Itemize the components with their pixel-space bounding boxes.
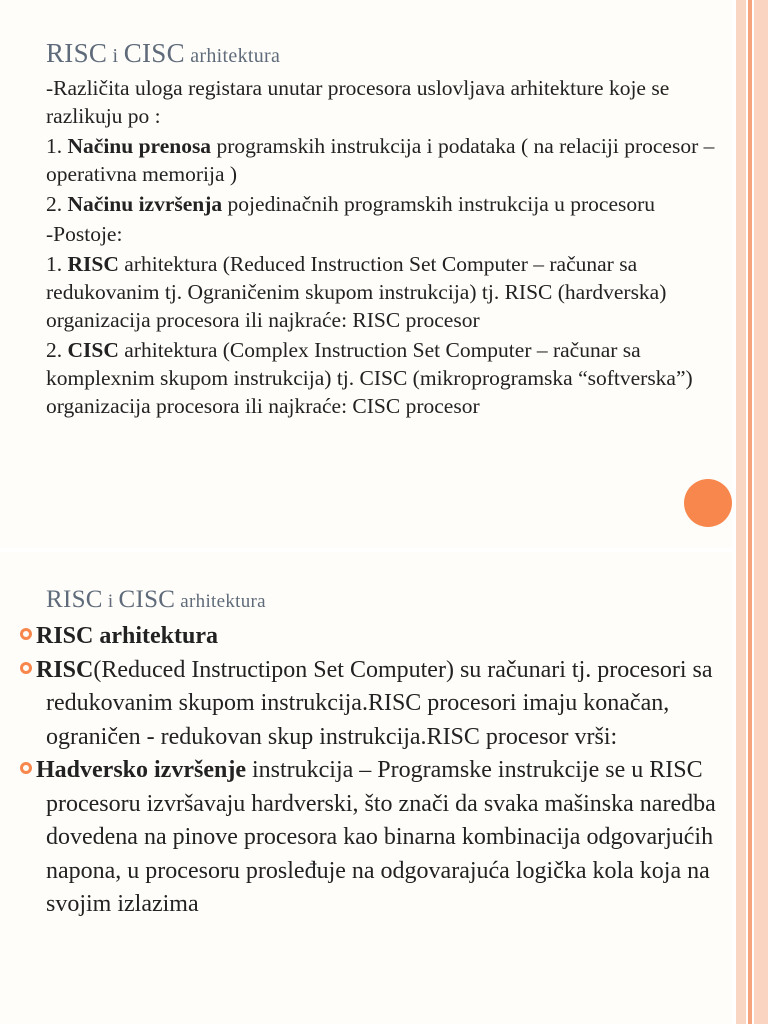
item-text: arhitektura (Reduced Instruction Set Computer – računar sa redukovanim tj. Ograničenim skupom instrukcija) tj. RISC (hardverska) organizacija procesora ili najkraće: RISC procesor <box>46 252 667 332</box>
risc-item <box>46 250 726 334</box>
stripe-band-mid <box>748 0 752 1024</box>
bullet-bold: Hadversko izvršenje <box>36 757 246 783</box>
title-part: RISC <box>46 586 103 613</box>
postoje-text: -Postoje: <box>46 222 123 246</box>
bullet-icon <box>20 628 32 640</box>
bullet-icon <box>20 662 32 674</box>
title-part: i <box>102 591 119 612</box>
cisc-item <box>46 336 726 420</box>
stripe-band-light <box>736 0 746 1024</box>
bullet-item-2 <box>36 654 722 755</box>
bullet-item-1 <box>36 620 722 654</box>
item-text: pojedinačnih programskih instrukcija u procesoru <box>222 192 656 216</box>
decorative-side-stripe <box>732 0 768 1024</box>
orange-circle-decoration <box>684 479 732 527</box>
title-part: i <box>107 45 124 67</box>
slide-1-body <box>46 74 726 422</box>
item-bold: Načinu prenosa <box>67 134 212 158</box>
item-number: 1. <box>46 252 68 276</box>
bullet-text: instrukcija – Programske instrukcije se u RISC procesoru izvršavaju hardverski, što znači da svaka mašinska naredba dovedena na pinove procesora kao binarna kombinacija odgovarjućih napona, u procesoru prosleđuje na odgovarajuća logička kola koja na svojim izlazima <box>46 757 716 917</box>
item-bold: RISC <box>67 252 119 276</box>
item-bold: Načinu izvršenja <box>67 192 223 216</box>
item-number: 2. <box>46 338 68 362</box>
intro-text: -Različita uloga registara unutar procesora uslovljava arhitekture koje se razlikuju po : <box>46 76 670 128</box>
intro-paragraph <box>46 74 726 130</box>
bullet-bold: RISC <box>36 656 94 683</box>
bullet-text: (Reduced Instructipon Set Computer) su računari tj. procesori sa redukovanim skupom instrukcija.RISC procesori imaju konačan, ograničen - redukovan skup instrukcija.RISC procesor vrši: <box>46 656 713 750</box>
title-part: arhitektura <box>184 45 281 67</box>
slide-2 <box>0 552 732 1024</box>
title-part: RISC <box>46 38 108 68</box>
title-part: CISC <box>123 38 185 68</box>
title-part: arhitektura <box>175 591 266 612</box>
stripe-band-right <box>754 0 768 1024</box>
slide-2-body <box>36 620 722 922</box>
slide-2-title <box>46 586 266 614</box>
bullet-bold: RISC arhitektura <box>36 623 219 649</box>
list-item-2 <box>46 190 726 218</box>
item-bold: CISC <box>67 338 119 362</box>
bullet-item-3 <box>36 754 722 922</box>
postoje-paragraph <box>46 220 726 248</box>
list-item-1 <box>46 132 726 188</box>
slide-1-title <box>46 38 280 69</box>
item-text: arhitektura (Complex Instruction Set Computer – računar sa komplexnim skupom instrukcija) tj. CISC (mikroprogramska “softverska”) organizacija procesora ili najkraće: CISC procesor <box>46 338 693 418</box>
item-number: 2. <box>46 192 68 216</box>
item-text: programskih instrukcija i podataka ( na relaciji procesor – operativna memorija ) <box>46 134 715 186</box>
bullet-icon <box>20 762 32 774</box>
item-number: 1. <box>46 134 68 158</box>
title-part: CISC <box>118 586 176 613</box>
